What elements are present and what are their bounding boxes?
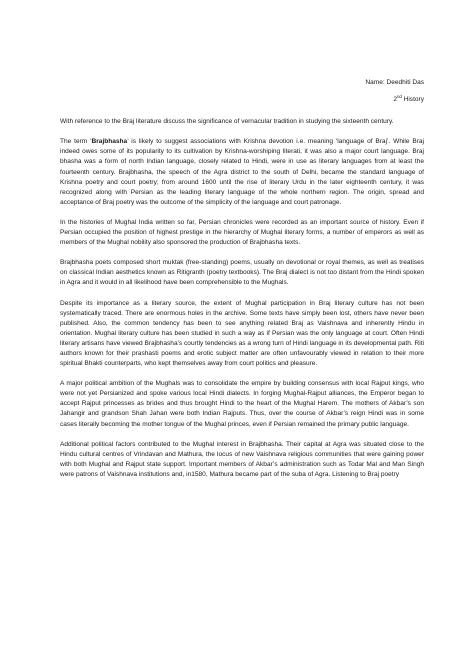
paragraph-1-rest: ’ is likely to suggest associations with Krishna devotion i.e. meaning ‘language of Braj’. While Braj indeed owes some of its popularity to its cultivation by Krishna-worshiping literati, it was also a major court language. Braj bhasha was a form of north Indian language, closely related to Hindi, were in use as literary languages from at least the fourteenth century. Brajbhasha, the speech of the Agra district to the south of Delhi, became the standard language of Krishna poetry and court poetry; from around 1600 until the rise of literary Urdu in the later eighteenth century, it was recognized along with Persian as the leading literary language of the whole northern region. The origin, spread and acceptance of Braj poetry was the outcome of the simplicity of the language and court patronage.	[60, 138, 425, 206]
class-label: History	[403, 96, 424, 104]
paragraph-6: Additional political factors contributed to the Mughal interest in Brajbhasha. Their capital at Agra was situated close to the Hindu cultural centres of Vrindavan and Mathura, the locus of new Vaishnava religious communities that were gaining power with both Mughal and Rajput state support. Important members of Akbar’s administration such as Todar Mal and Man Singh were patrons of Vaishnava institutions and, in1580, Mathura became part of the suba of Agra. Listening to Braj poetry	[60, 440, 424, 478]
paragraph-4: Despite its importance as a literary source, the extent of Mughal participation in Braj literary culture has not been systematically traced. There are enormous holes in the archive. Some texts have simply been lost, others have never been published. Also, the common tendency has been to see anything related Braj as Vaishnava and inherently Hindu in orientation. Mughal literary culture has been studied in such a way as if Persian was the only language at court. Often Hindi literary artisans have viewed Brajbhasha’s courtly tendencies as a wrong turn of Hindi language in its developmental path. Riti authors known for their prashasti poems and erotic subject matter are often unfavourably viewed in relation to their more spiritual Bhakti counterparts, who kept themselves away from court politics and pleasure.	[60, 299, 424, 368]
essay-question: With reference to the Braj literature discuss the significance of vernacular tradition in studying the sixteenth century.	[60, 118, 394, 126]
author-name: Name: Deedhiti Das	[365, 79, 424, 86]
class-number: 2	[393, 96, 398, 104]
class-suffix: nd	[397, 93, 402, 99]
term-brajbhasha: Brajbhasha	[91, 138, 128, 146]
class-year	[60, 95, 424, 105]
paragraph-5: A major political ambition of the Mughals was to consolidate the empire by building consensus with local Rajput kings, who were not yet Persianized and spoke various local Hindi dialects. In forging Mughal-Rajput alliances, the Emperor began to accept Rajput princesses as brides and thus brought Hindi to the heart of the Mughal Harem. The mothers of Akbar’s son Jahangir and grandson Shah Jahan were both Indian Rajputs. Thus, over the course of Akbar’s reign Hindi was in some cases literally becoming the mother tongue of the Mughal princes, even if Persian remained the primary public language.	[60, 380, 424, 428]
paragraph-1-lead: The term ‘	[60, 138, 92, 146]
paragraph-1	[60, 137, 424, 208]
paragraph-2: In the histories of Mughal India written so far, Persian chronicles were recorded as an important source of history. Even if Persian occupied the position of highest prestige in the hierarchy of Mughal literary forms, a number of emperors as well as members of the Mughal nobility also sponsored the production of Brajbhasha texts.	[60, 218, 424, 247]
paragraph-3: Brajbhasha poets composed short muktak (free-standing) poems, usually on devotional or royal themes, as well as treatises on classical Indian aesthetics known as Ritigranth (poetry textbooks). The Braj dialect is not too distant from the Hindi spoken in Agra and it would in all likelihood have been comprehensible to the Mughals.	[60, 259, 424, 287]
